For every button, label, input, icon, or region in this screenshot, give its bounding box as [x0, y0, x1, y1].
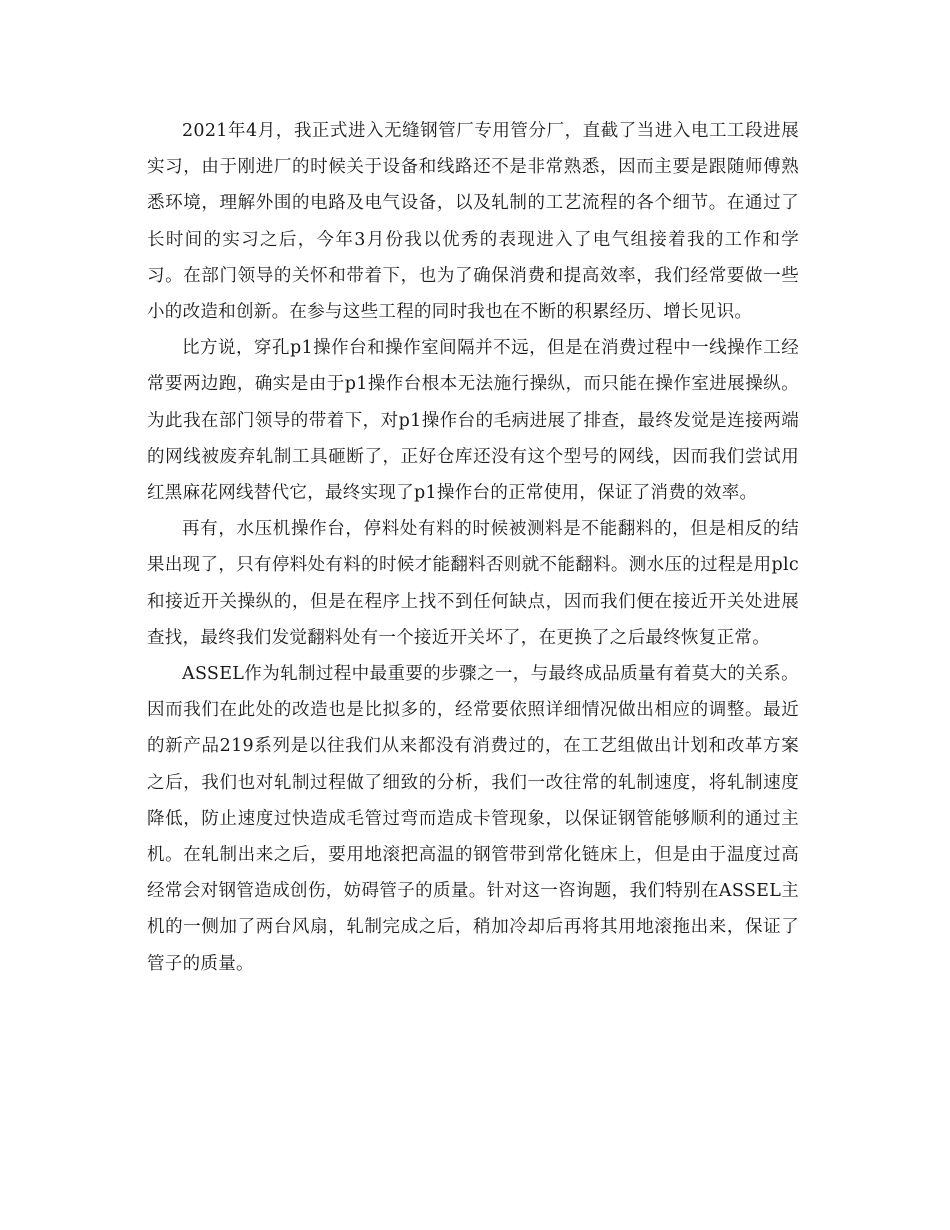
paragraph-hydraulic-press-fix: 再有，水压机操作台，停料处有料的时候被测料是不能翻料的，但是相反的结果出现了，只有停料处有料的时候才能翻料否则就不能翻料。测水压的过程是用plc和接近开关操纵的，但是在程序上找不到任何缺点，因而我们便在接近开关处进展查找，最终我们发觉翻料处有一个接近开关坏了，在更换了之后最终恢复正常。	[147, 519, 799, 648]
paragraph-assel-improvement: ASSEL作为轧制过程中最重要的步骤之一，与最终成品质量有着莫大的关系。因而我们在此处的改造也是比拟多的，经常要依照详细情况做出相应的调整。最近的新产品219系列是以往我们从来都没有消费过的，在工艺组做出计划和改革方案之后，我们也对轧制过程做了细致的分析，我们一改往常的轧制速度，将轧制速度降低，防止速度过快造成毛管过弯而造成卡管现象，以保证钢管能够顺利的通过主机。在轧制出来之后，要用地滚把高温的钢管带到常化链床上，但是由于温度过高经常会对钢管造成创伤，妨碍管子的质量。针对这一咨询题，我们特别在ASSEL主机的一侧加了两台风扇，轧制完成之后，稍加冷却后再将其用地滚拖出来，保证了管子的质量。	[147, 664, 799, 974]
paragraph-internship-intro: 2021年4月，我正式进入无缝钢管厂专用管分厂，直截了当进入电工工段进展实习，由于刚进厂的时候关于设备和线路还不是非常熟悉，因而主要是跟随师傅熟悉环境，理解外围的电路及电气设备，以及轧制的工艺流程的各个细节。在通过了长时间的实习之后，今年3月份我以优秀的表现进入了电气组接着我的工作和学习。在部门领导的关怀和带着下，也为了确保消费和提高效率，我们经常要做一些小的改造和创新。在参与这些工程的同时我也在不断的积累经历、增长见识。	[147, 121, 799, 323]
document-body	[147, 113, 799, 982]
paragraph-p1-console-repair: 比方说，穿孔p1操作台和操作室间隔并不远，但是在消费过程中一线操作工经常要两边跑，确实是由于p1操作台根本无法施行操纵，而只能在操作室进展操纵。为此我在部门领导的带着下，对p1操作台的毛病进展了排查，最终发觉是连接两端的网线被废弃轧制工具砸断了，正好仓库还没有这个型号的网线，因而我们尝试用红黑麻花网线替代它，最终实现了p1操作台的正常使用，保证了消费的效率。	[147, 338, 799, 504]
